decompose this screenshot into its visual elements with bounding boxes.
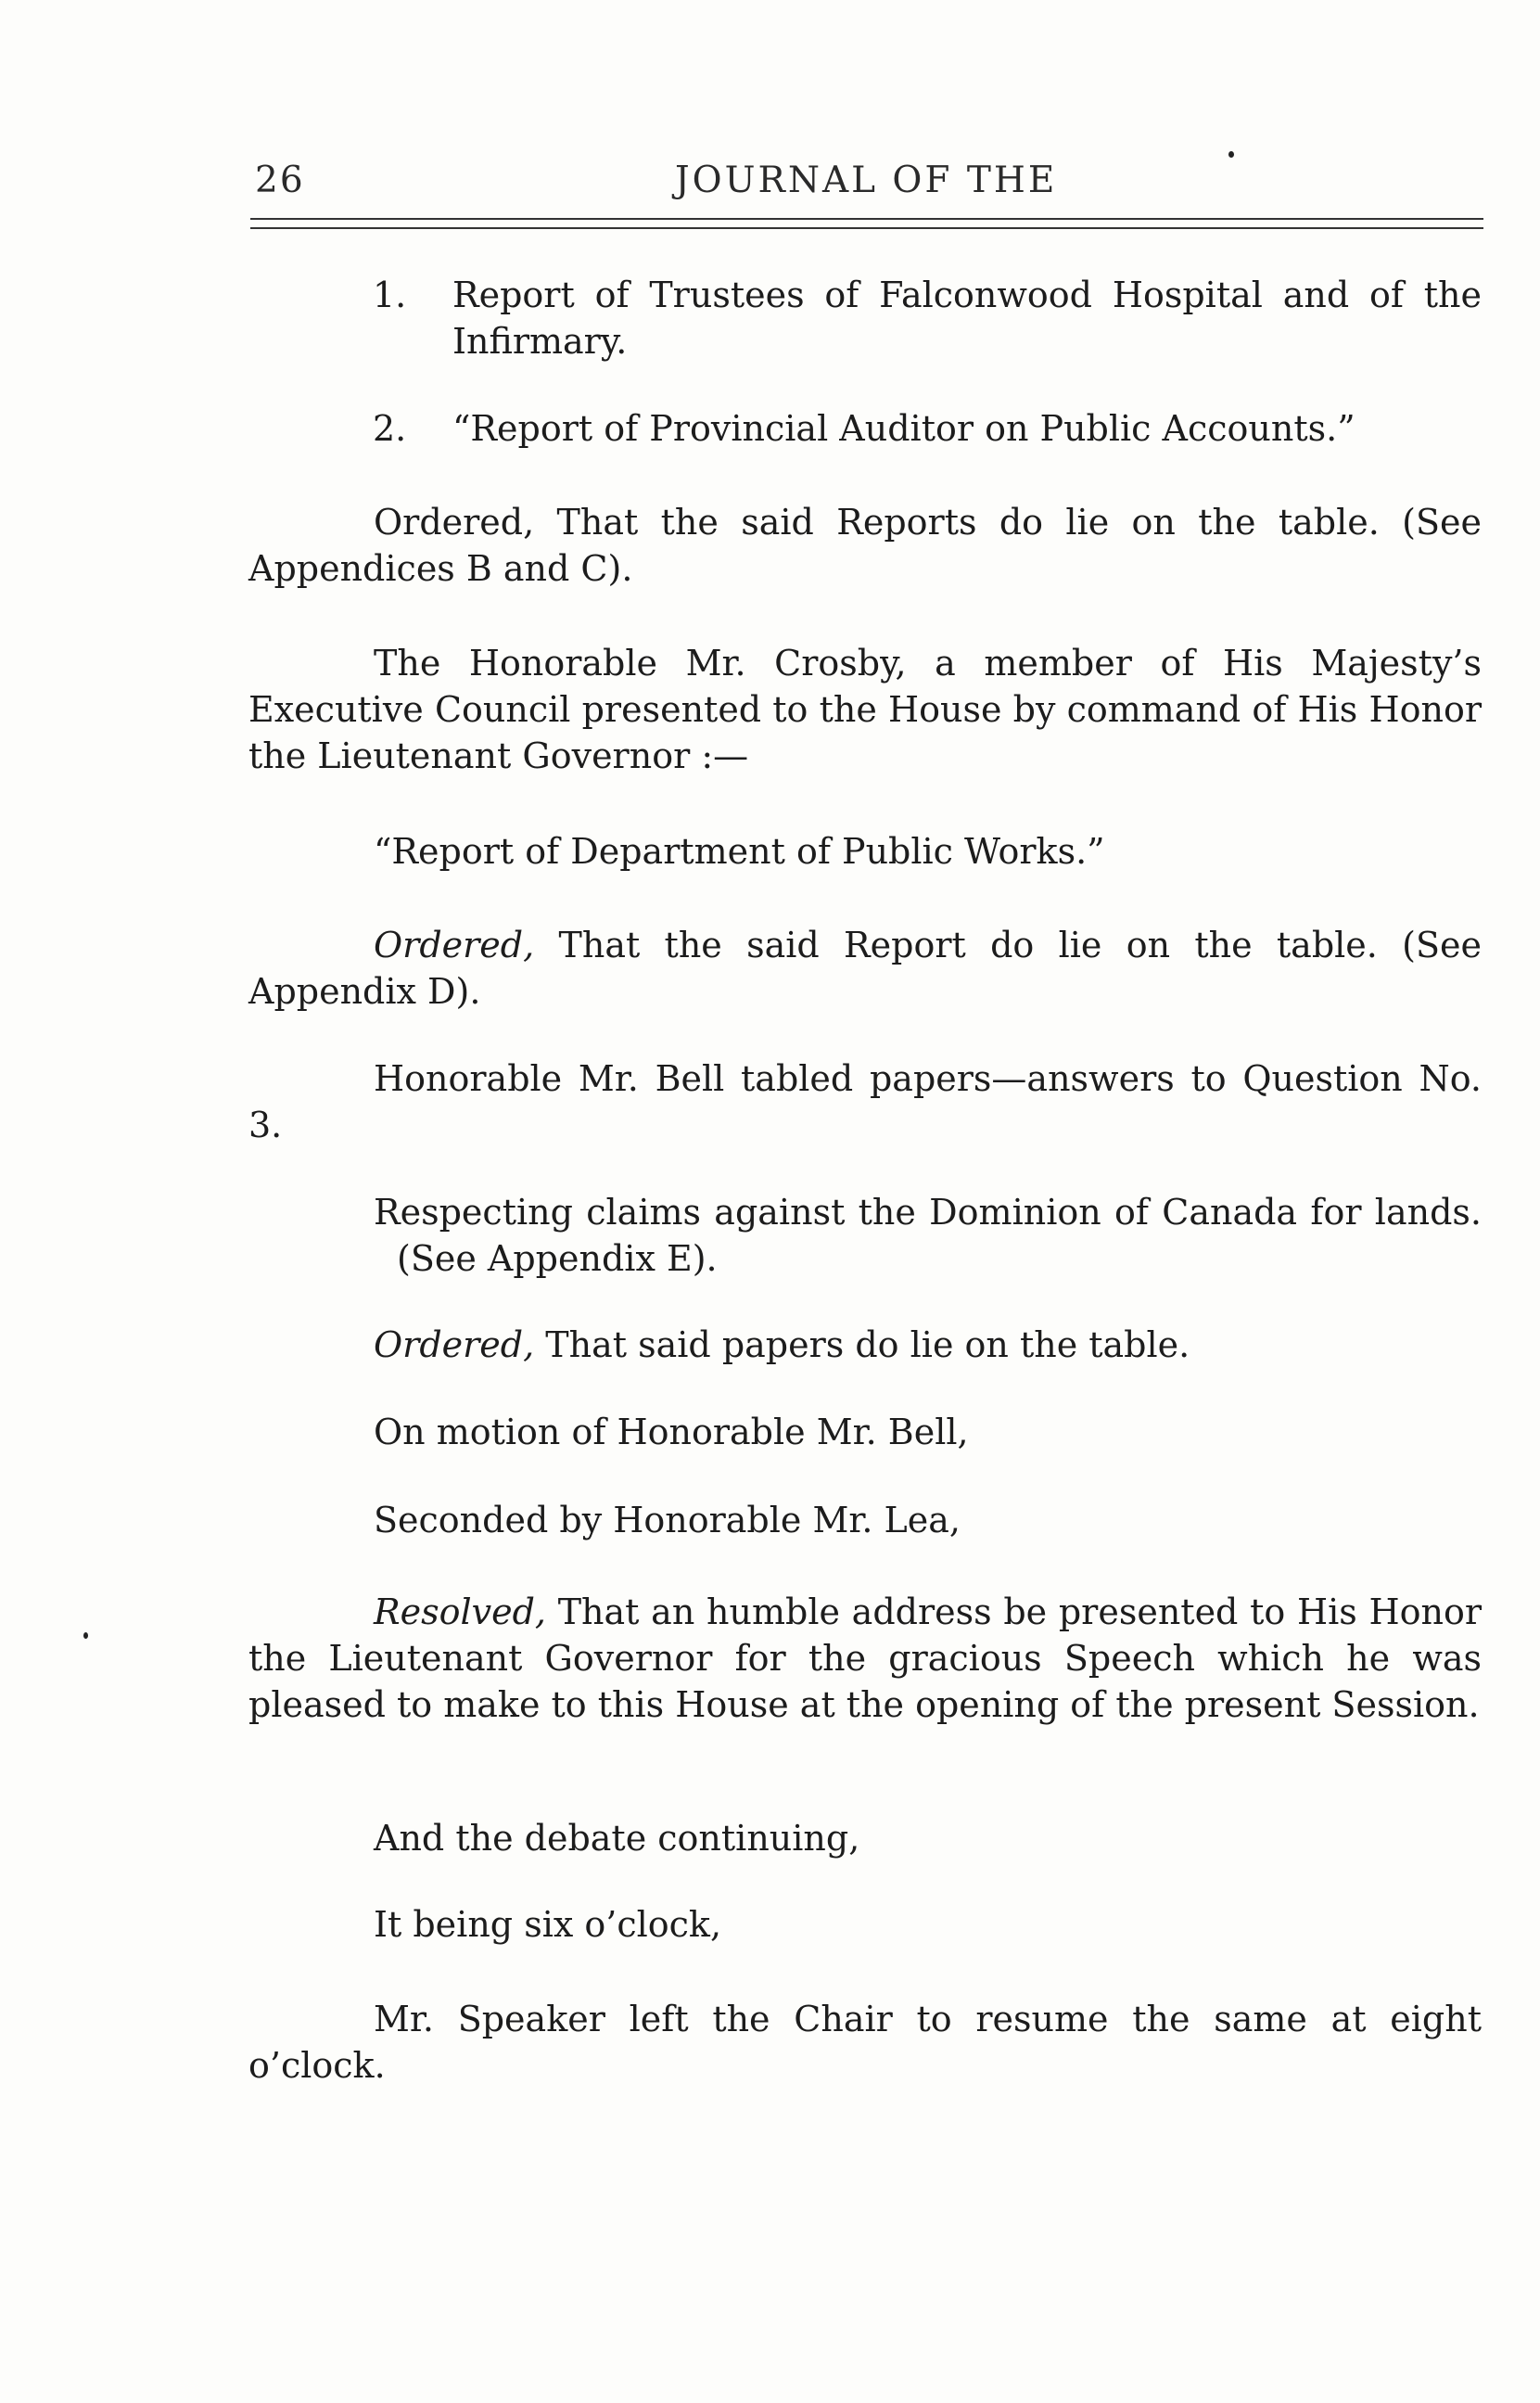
paragraph-resolved [248, 1589, 1482, 1728]
appendix-reference: (See Appendix E). [397, 1238, 718, 1279]
resolved-label: Resolved, [374, 1591, 546, 1632]
paragraph-text: That the said Report do lie on the table. (See Appendix D). [248, 925, 1482, 1012]
running-title: JOURNAL OF THE [675, 160, 1058, 201]
list-item-number: 2. [373, 408, 407, 449]
ordered-label: Ordered, [374, 925, 535, 965]
list-item-text: “Report of Provincial Auditor on Public Accounts.” [452, 408, 1355, 449]
paragraph-text: That an humble address be presented to His Honor the Lieutenant Governor for the gracious Speech which he was pleased to make to this House at the opening of the present Session. [248, 1591, 1482, 1725]
list-item-1 [373, 272, 1482, 364]
header-rule-top [250, 218, 1483, 220]
paragraph-ordered-papers [248, 1322, 1482, 1368]
ink-speck [83, 1632, 88, 1639]
paragraph-claims [248, 1189, 1482, 1282]
header-rule-bottom [250, 227, 1483, 229]
paragraph-text: That the said Reports do lie on the table. (See Appendices B and C). [248, 502, 1482, 589]
ink-speck [1228, 151, 1234, 158]
list-item-text: Report of Trustees of Falconwood Hospital and of the Infirmary. [452, 275, 1482, 362]
paragraph-ordered-reports [248, 499, 1482, 592]
ordered-label: Ordered, [374, 1324, 535, 1365]
paragraph-crosby: The Honorable Mr. Crosby, a member of His Majesty’s Executive Council presented to the House by command of His Honor the Lieutenant Governor :— [248, 643, 1482, 776]
list-item-number: 1. [373, 275, 407, 315]
page-number: 26 [255, 160, 305, 201]
paragraph-debate: And the debate continuing, [374, 1818, 860, 1859]
paragraph-text: That said papers do lie on the table. [534, 1324, 1190, 1365]
paragraph-speaker: Mr. Speaker left the Chair to resume the same at eight o’clock. [248, 1999, 1482, 2086]
paragraph-public-works: “Report of Department of Public Works.” [374, 831, 1105, 872]
paragraph-motion: On motion of Honorable Mr. Bell, [374, 1412, 969, 1452]
paragraph-seconded: Seconded by Honorable Mr. Lea, [374, 1500, 961, 1540]
paragraph-six-oclock: It being six o’clock, [374, 1904, 722, 1945]
paragraph-text: Respecting claims against the Dominion of Canada for lands. [374, 1192, 1482, 1233]
list-item-2 [373, 405, 1482, 452]
paragraph-ordered-report [248, 922, 1482, 1015]
ordered-label: Ordered, [374, 502, 535, 543]
paragraph-bell-papers: Honorable Mr. Bell tabled papers—answers to Question No. 3. [248, 1058, 1482, 1145]
